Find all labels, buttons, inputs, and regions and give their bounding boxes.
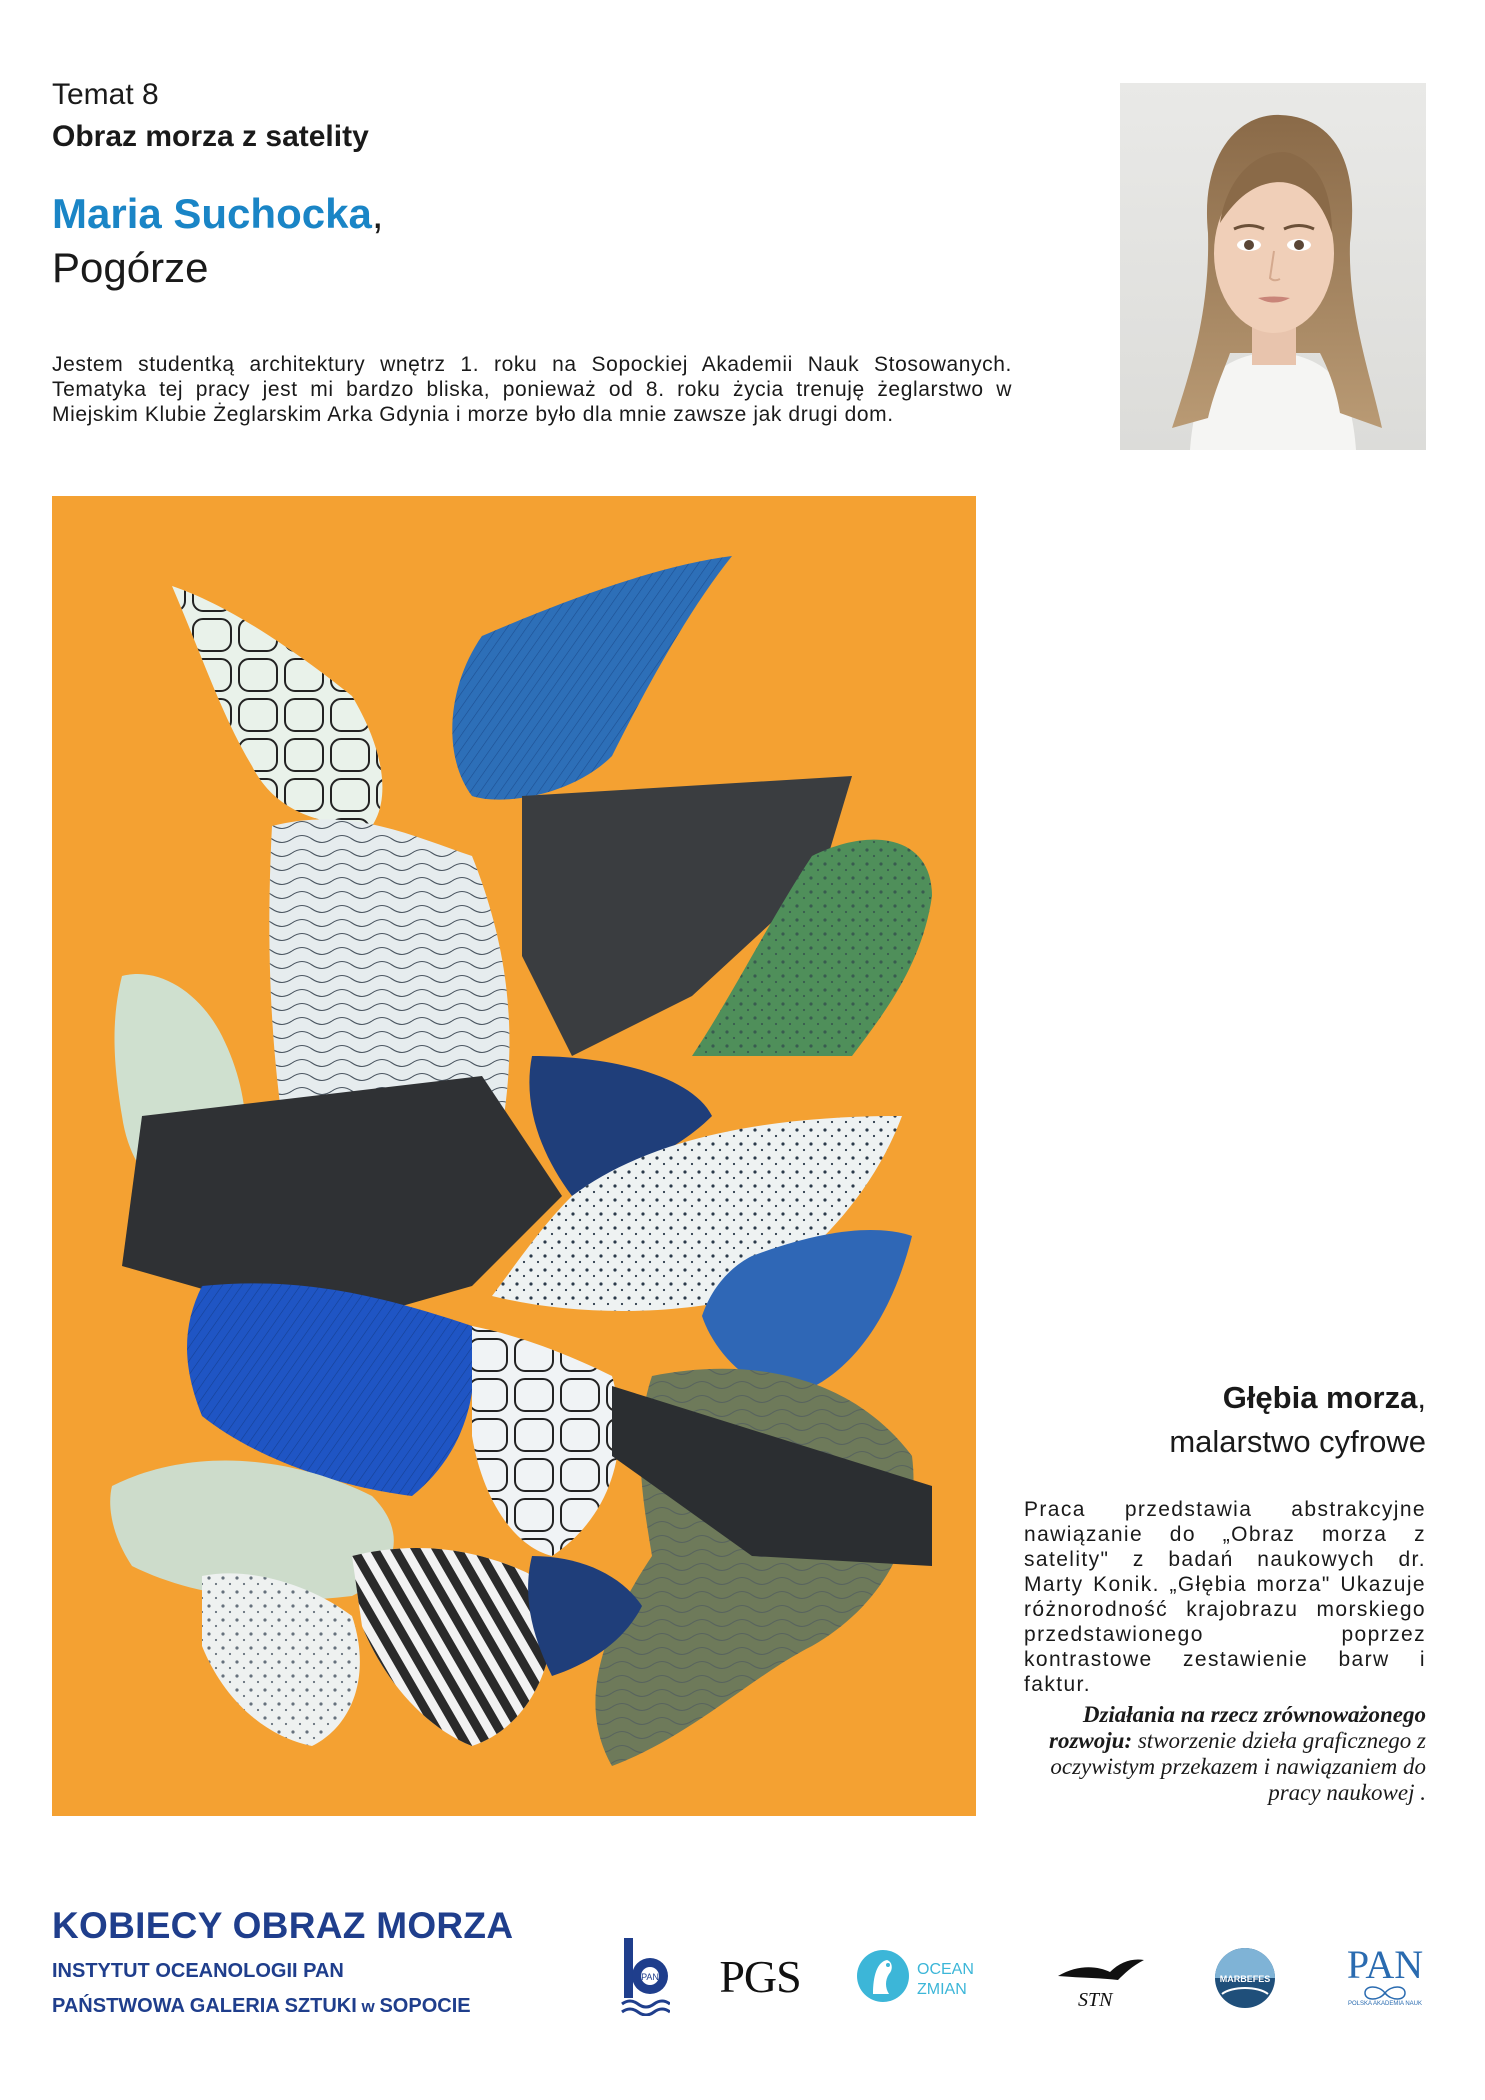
ocean-zmian-icon	[855, 1936, 985, 2016]
work-description: Praca przedstawia abstrakcyjne nawiązanie do „Obraz morza z satelity" z badań naukowych dr. Marty Konik. „Głębia morza" Ukazuje różnorodność krajobrazu morskiego przedstawionego poprzez kontrastowe zestawienie barw i faktur.	[1024, 1498, 1426, 1696]
work-title-comma: ,	[1417, 1380, 1426, 1415]
author-comma: ,	[371, 190, 384, 237]
stn-logo-icon	[1048, 1936, 1148, 2016]
artwork-image	[52, 496, 976, 1816]
pan-logo-text: PAN	[1346, 1942, 1424, 1987]
author-name: Maria Suchocka	[52, 190, 372, 237]
sustainability-lead: Działania na rzecz zrównoważonego rozwoju:	[1049, 1702, 1426, 1753]
iopan-logo	[620, 1936, 670, 2016]
work-medium: malarstwo cyfrowe	[1169, 1424, 1426, 1459]
work-title	[1223, 1380, 1426, 1416]
iopan-logo-icon	[620, 1936, 670, 2016]
marbefes-logo-text: MARBEFES	[1219, 1974, 1271, 1984]
sustainability-note	[1024, 1702, 1426, 1806]
pan-logo-subtext: POLSKA AKADEMIA NAUK	[1347, 2001, 1423, 2007]
ocean-logo-line2: ZMIAN	[917, 1981, 967, 1998]
stn-logo	[1048, 1936, 1148, 2016]
pan-logo	[1340, 1936, 1430, 2016]
footer-gallery	[52, 1995, 471, 2018]
stn-logo-text: STN	[1078, 1989, 1113, 2011]
footer-institute: INSTYTUT OCEANOLOGII PAN	[52, 1960, 344, 1982]
footer-gallery-main: PAŃSTWOWA GALERIA SZTUKI	[52, 1995, 357, 2017]
pgs-logo	[719, 1936, 801, 2016]
author-place: Pogórze	[52, 244, 209, 291]
marbefes-logo-icon	[1210, 1936, 1280, 2016]
ocean-zmian-logo	[855, 1936, 985, 2016]
portrait-illustration	[1120, 83, 1426, 450]
marbefes-logo	[1210, 1936, 1280, 2016]
iopan-logo-text: PAN	[641, 1972, 659, 1982]
footer-gallery-end: SOPOCIE	[379, 1995, 471, 2017]
abstract-artwork	[52, 496, 976, 1816]
work-title-text: Głębia morza	[1222, 1380, 1418, 1415]
author-photo	[1120, 83, 1426, 450]
footer-title: KOBIECY OBRAZ MORZA	[52, 1905, 514, 1946]
topic-number: Temat 8	[52, 78, 159, 111]
ocean-logo-line1: OCEAN	[917, 1961, 974, 1978]
topic-title: Obraz morza z satelity	[52, 120, 369, 153]
author-bio: Jestem studentką architektury wnętrz 1. roku na Sopockiej Akademii Nauk Stosowanych. Tematyka tej pracy jest mi bardzo bliska, ponieważ od 8. roku życia trenuję żeglarstwo w Miejskim Klubie Żeglarskim Arka Gdynia i morze było dla mnie zawsze jak drugi dom.	[52, 353, 1012, 426]
author-heading	[52, 190, 383, 238]
pgs-logo-text: PGS	[719, 1950, 801, 2002]
footer-gallery-small: w	[356, 1997, 380, 2016]
sustainability-text: stworzenie dzieła graficznego z oczywistym przekazem i nawiązaniem do pracy naukowej .	[1050, 1728, 1426, 1805]
pan-infinity-icon	[1345, 1985, 1425, 2001]
